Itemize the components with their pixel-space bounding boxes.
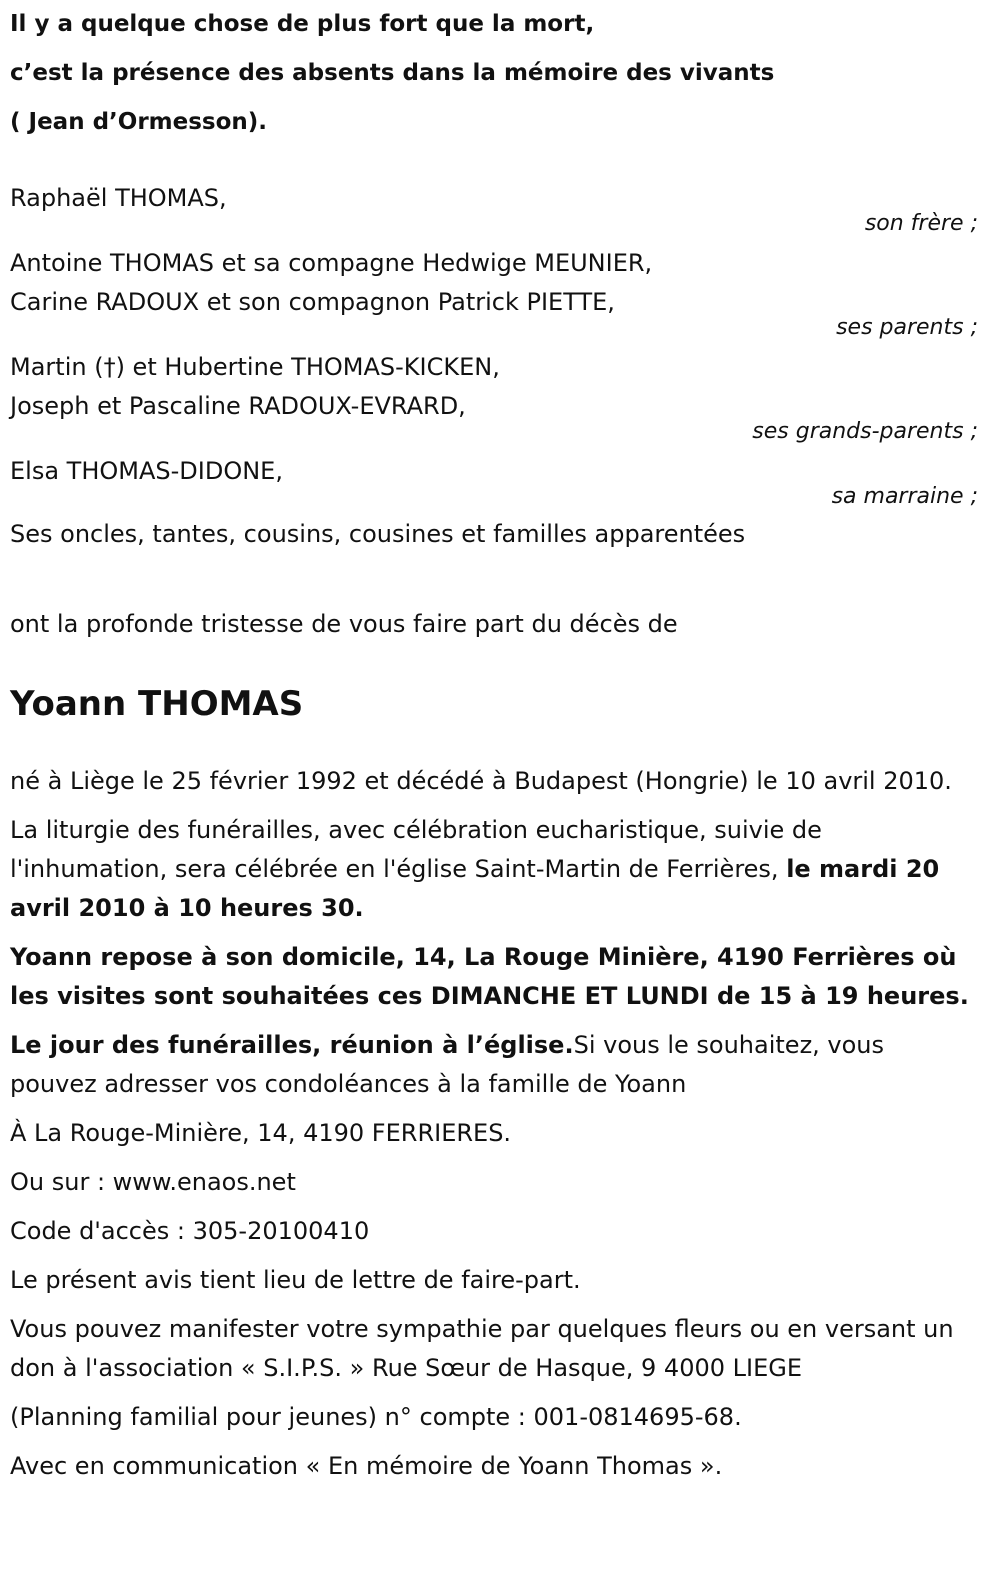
liturgy-date: le mardi 20 avril 2010 à 10 heures 30. [10,855,940,922]
announcement-intro: ont la profonde tristesse de vous faire part du décès de [10,610,678,638]
liturgy [10,811,978,928]
brother-role: son frère ; [864,211,978,236]
godmother-name: Elsa THOMAS-DIDONE, [10,457,283,485]
quote-block [10,0,978,147]
brother-name: Raphaël THOMAS, [10,184,227,212]
family-others: Ses oncles, tantes, cousins, cousines et familles apparentées [10,520,746,548]
parents-role: ses parents ; [836,315,978,340]
grandparent-line-2: Joseph et Pascaline RADOUX-EVRARD, [10,392,466,420]
parent-line-2: Carine RADOUX et son compagnon Patrick PIETTE, [10,288,615,316]
parent-line-1: Antoine THOMAS et sa compagne Hedwige MEUNIER, [10,249,653,277]
quote-line-2: c’est la présence des absents dans la mémoire des vivants [10,60,775,86]
notice-body [10,762,978,1486]
quote-author: ( Jean d’Ormesson). [10,109,268,135]
access-code: Code d'accès : 305-20100410 [10,1217,370,1245]
quote-line-1: Il y a quelque chose de plus fort que la mort, [10,11,595,37]
family-list [10,179,978,554]
birth-death: né à Liège le 25 février 1992 et décédé à Budapest (Hongrie) le 10 avril 2010. [10,767,952,795]
notice: Le présent avis tient lieu de lettre de faire-part. [10,1266,581,1294]
meeting-condolences [10,1026,978,1104]
account: (Planning familial pour jeunes) n° compte : 001-0814695-68. [10,1403,742,1431]
visits: Yoann repose à son domicile, 14, La Rouge Minière, 4190 Ferrières où les visites sont souhaitées ces DIMANCHE ET LUNDI de 15 à 19 heures. [10,943,969,1010]
family-grandparents [10,348,978,444]
obituary-notice [10,0,978,1496]
website: Ou sur : www.enaos.net [10,1168,296,1196]
meeting: Le jour des funérailles, réunion à l’église. [10,1031,574,1059]
family-parents [10,244,978,340]
family-godmother [10,452,978,509]
communication: Avec en communication « En mémoire de Yoann Thomas ». [10,1452,723,1480]
godmother-role: sa marraine ; [831,484,978,509]
liturgy-text: La liturgie des funérailles, avec célébration eucharistique, suivie de l'inhumation, sera célébrée en l'église Saint-Martin de Ferrières, [10,816,822,883]
grandparent-line-1: Martin (†) et Hubertine THOMAS-KICKEN, [10,353,500,381]
condolences: Si vous le souhaitez, vous pouvez adresser vos condoléances à la famille de Yoann [10,1031,885,1098]
address: À La Rouge-Minière, 14, 4190 FERRIERES. [10,1119,512,1147]
donation: Vous pouvez manifester votre sympathie par quelques fleurs ou en versant un don à l'association « S.I.P.S. » Rue Sœur de Hasque, 9 4000 LIEGE [10,1315,954,1382]
grandparents-role: ses grands-parents ; [752,419,978,444]
family-brother [10,179,978,236]
deceased-name: Yoann THOMAS [10,684,304,724]
